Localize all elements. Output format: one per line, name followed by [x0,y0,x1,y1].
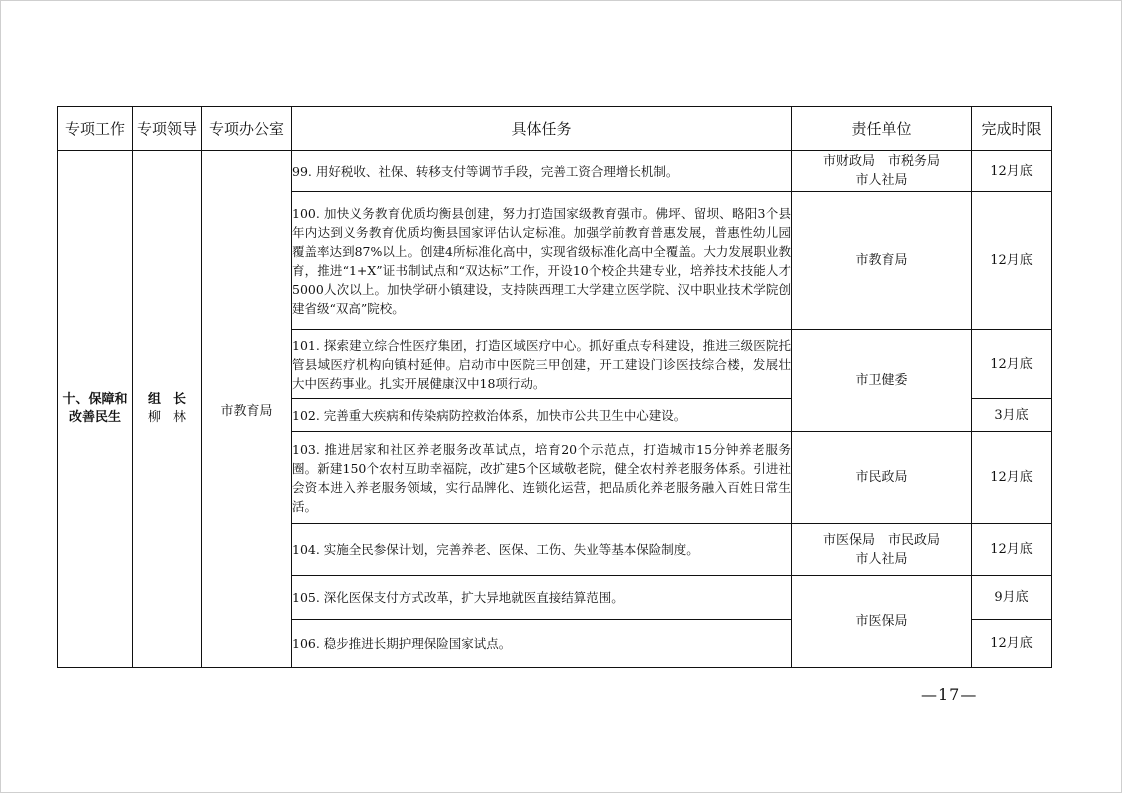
page-number: —17— [921,685,978,704]
deadline-99: 12月底 [972,151,1052,192]
office-cell: 市教育局 [202,151,292,668]
unit-104 [792,524,972,576]
header-category: 专项工作 [58,107,133,151]
leader-name: 柳林 [147,410,198,425]
task-102: 102. 完善重大疾病和传染病防控救治体系，加快市公共卫生中心建设。 [292,399,792,432]
task-105: 105. 深化医保支付方式改革，扩大异地就医直接结算范围。 [292,576,792,620]
deadline-101: 12月底 [972,330,1052,399]
deadline-106: 12月底 [972,620,1052,668]
deadline-104: 12月底 [972,524,1052,576]
header-responsible: 责任单位 [792,107,972,151]
task-103: 103. 推进居家和社区养老服务改革试点，培育20个示范点，打造城市15分钟养老服务圈。新建150个农村互助幸福院，改扩建5个区域敬老院，健全农村养老服务体系。引进社会资本进入养老服务领域，实行品牌化、连锁化运营，把品质化养老服务融入百姓日常生活。 [292,432,792,524]
task-104: 104. 实施全民参保计划，完善养老、医保、工伤、失业等基本保险制度。 [292,524,792,576]
deadline-105: 9月底 [972,576,1052,620]
unit-medical-insurance: 市医保局 [792,576,972,668]
deadline-103: 12月底 [972,432,1052,524]
header-office: 专项办公室 [202,107,292,151]
unit-99-line-1: 市财政局 市税务局 [822,154,940,169]
category-cell [58,151,133,668]
unit-health: 市卫健委 [792,330,972,432]
table-header-row [58,107,1052,151]
unit-99-line-2: 市人社局 [855,173,908,188]
leader-title: 组长 [147,392,198,407]
unit-104-line-2: 市人社局 [855,551,908,567]
header-tasks: 具体任务 [292,107,792,151]
task-table [57,106,1052,668]
deadline-100: 12月底 [972,192,1052,330]
unit-99 [792,151,972,192]
deadline-102: 3月底 [972,399,1052,432]
table-row [58,151,1052,192]
unit-103: 市民政局 [792,432,972,524]
leader-cell [133,151,202,668]
unit-104-line-1: 市医保局 市民政局 [822,532,940,548]
task-101: 101. 探索建立综合性医疗集团，打造区域医疗中心。抓好重点专科建设，推进三级医院托管县域医疗机构向镇村延伸。启动市中医院三甲创建，开工建设门诊医技综合楼，发展壮大中医药事业。扎实开展健康汉中18项行动。 [292,330,792,399]
task-100: 100. 加快义务教育优质均衡县创建，努力打造国家级教育强市。佛坪、留坝、略阳3个县年内达到义务教育优质均衡县国家评估认定标准。加强学前教育普惠发展，普惠性幼儿园覆盖率达到87%以上。创建4所标准化高中，实现省级标准化高中全覆盖。大力发展职业教育，推进“1+X”证书制试点和“双达标”工作，开设10个校企共建专业，培养技术技能人才5000人次以上。加快学研小镇建设，支持陕西理工大学建立医学院、汉中职业技术学院创建省级“双高”院校。 [292,192,792,330]
category-line-2: 改善民生 [68,410,121,425]
task-99: 99. 用好税收、社保、转移支付等调节手段，完善工资合理增长机制。 [292,151,792,192]
unit-100: 市教育局 [792,192,972,330]
header-leader: 专项领导 [133,107,202,151]
header-deadline: 完成时限 [972,107,1052,151]
task-106: 106. 稳步推进长期护理保险国家试点。 [292,620,792,668]
category-line-1: 十、保障和 [62,392,128,407]
